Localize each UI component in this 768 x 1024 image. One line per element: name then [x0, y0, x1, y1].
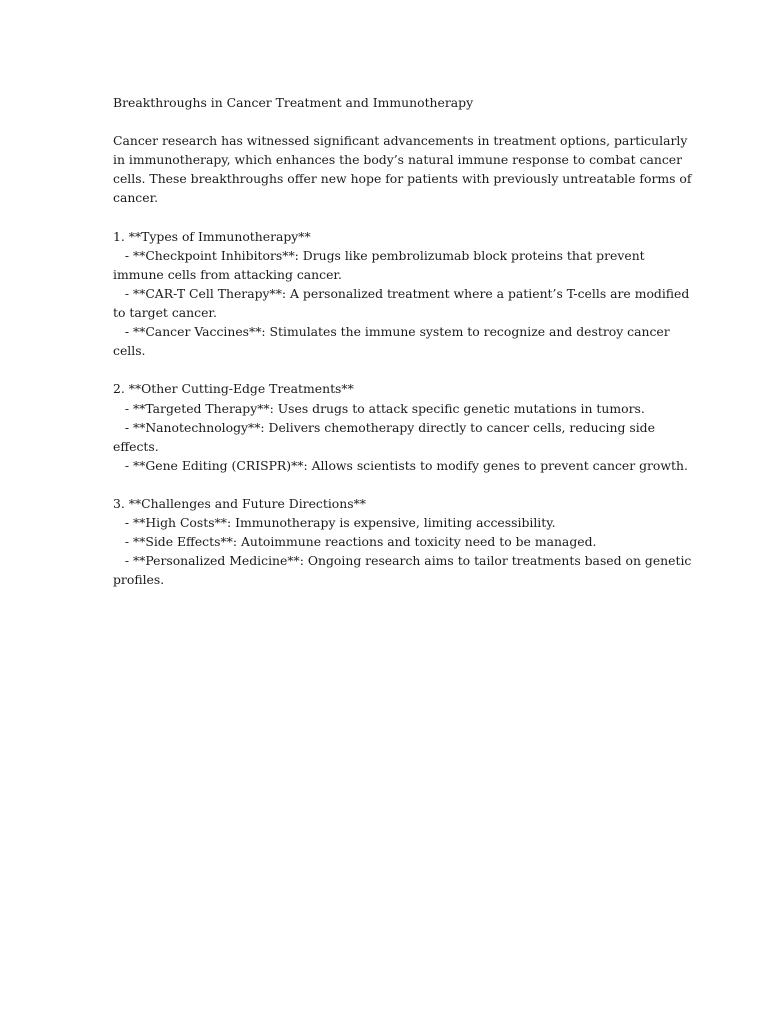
- intro-paragraph: [113, 131, 692, 207]
- intro-line: cancer.: [113, 190, 159, 206]
- list-item-line: - **CAR-T Cell Therapy**: A personalized treatment where a patient’s T-cells are modified: [113, 285, 690, 301]
- section-challenges: [113, 494, 692, 589]
- section-other-treatments: [113, 379, 688, 474]
- list-item-line: - **High Costs**: Immunotherapy is expensive, limiting accessibility.: [113, 515, 556, 531]
- intro-line: Cancer research has witnessed significant advancements in treatment options, particularly: [113, 133, 688, 149]
- list-item-line: profiles.: [113, 572, 165, 588]
- intro-line: in immunotherapy, which enhances the body’s natural immune response to combat cancer: [113, 152, 683, 168]
- list-item-line: - **Side Effects**: Autoimmune reactions and toxicity need to be managed.: [113, 534, 597, 550]
- list-item-line: - **Personalized Medicine**: Ongoing research aims to tailor treatments based on genetic: [113, 553, 692, 569]
- list-item-line: to target cancer.: [113, 305, 217, 321]
- section-heading: 3. **Challenges and Future Directions**: [113, 495, 366, 511]
- paragraph-gap: [113, 360, 658, 379]
- list-item-line: - **Targeted Therapy**: Uses drugs to attack specific genetic mutations in tumors.: [113, 400, 645, 416]
- list-item-line: - **Cancer Vaccines**: Stimulates the immune system to recognize and destroy cancer: [113, 324, 670, 340]
- list-item-line: - **Checkpoint Inhibitors**: Drugs like pembrolizumab block proteins that prevent: [113, 247, 645, 263]
- list-item-line: immune cells from attacking cancer.: [113, 266, 342, 282]
- section-heading: 2. **Other Cutting-Edge Treatments**: [113, 381, 354, 397]
- section-heading: 1. **Types of Immunotherapy**: [113, 228, 311, 244]
- paragraph-gap: [113, 475, 658, 494]
- list-item-line: cells.: [113, 343, 146, 359]
- list-item-line: effects.: [113, 438, 159, 454]
- list-item-line: - **Nanotechnology**: Delivers chemotherapy directly to cancer cells, reducing side: [113, 419, 655, 435]
- document-title: Breakthroughs in Cancer Treatment and Immunotherapy: [113, 95, 474, 110]
- list-item-line: - **Gene Editing (CRISPR)**: Allows scientists to modify genes to prevent cancer growth.: [113, 457, 688, 473]
- section-types-of-immunotherapy: [113, 227, 690, 361]
- paragraph-gap: [113, 208, 658, 227]
- intro-line: cells. These breakthroughs offer new hope for patients with previously untreatable forms of: [113, 171, 692, 187]
- paragraph-gap: [113, 112, 658, 131]
